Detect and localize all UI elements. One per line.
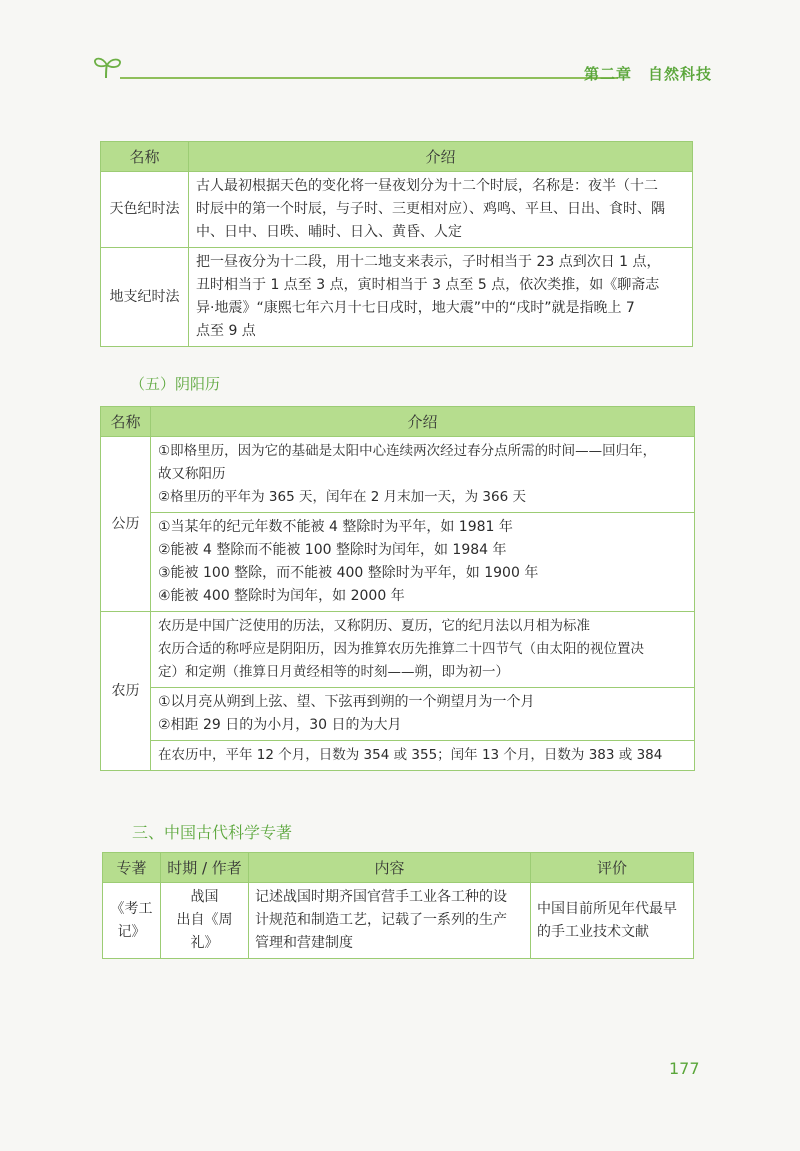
table-row <box>103 883 694 959</box>
text-line: 丑时相当于 1 点至 3 点，寅时相当于 3 点至 5 点，依次类推，如《聊斋志 <box>196 277 660 293</box>
row-name: 地支纪时法 <box>101 248 189 347</box>
text-line: 记》 <box>117 923 146 940</box>
text-line: 故又称阳历 <box>158 466 226 482</box>
text-line: 记述战国时期齐国官营手工业各工种的设 <box>255 889 507 905</box>
nongli-block-1 <box>151 612 695 688</box>
row-intro <box>189 248 693 347</box>
text-line: 定）和定朔（推算日月黄经相等的时刻——朔，即为初一） <box>158 664 509 680</box>
col-header-evaluation: 评价 <box>531 853 694 883</box>
col-header-name: 名称 <box>101 142 189 172</box>
text-line: 战国 <box>190 889 219 905</box>
text-line: 古人最初根据天色的变化将一昼夜划分为十二个时辰，名称是：夜半（十二 <box>196 178 658 194</box>
col-header-period: 时期 / 作者 <box>161 853 249 883</box>
cell-evaluation <box>531 883 694 959</box>
text-line: 把一昼夜分为十二段，用十二地支来表示，子时相当于 23 点到次日 1 点， <box>196 254 661 270</box>
text-line: 的手工业技术文献 <box>537 923 649 940</box>
gongli-block-2 <box>151 513 695 612</box>
text-line: ②格里历的平年为 365 天，闰年在 2 月末加一天，为 366 天 <box>158 489 526 505</box>
page-header <box>92 52 712 92</box>
row-name-nongli: 农历 <box>101 612 151 771</box>
table-header-row <box>103 853 694 883</box>
text-line: ①当某年的纪元年数不能被 4 整除时为平年，如 1981 年 <box>158 519 513 535</box>
cell-book <box>103 883 161 959</box>
science-works-table <box>102 852 694 959</box>
text-line: 计规范和制造工艺，记载了一系列的生产 <box>255 912 507 928</box>
text-line: ①即格里历，因为它的基础是太阳中心连续两次经过春分点所需的时间——回归年， <box>158 443 657 459</box>
header-rule <box>120 77 618 79</box>
table-header-row <box>101 142 693 172</box>
text-line: ①以月亮从朔到上弦、望、下弦再到朔的一个朔望月为一个月 <box>158 694 535 710</box>
text-line: ④能被 400 整除时为闰年，如 2000 年 <box>158 588 405 604</box>
text-line: 中国目前所见年代最早 <box>537 900 677 917</box>
col-header-intro: 介绍 <box>151 407 695 437</box>
text-line: 在农历中，平年 12 个月，日数为 354 或 355；闰年 13 个月，日数为 383 或 384 <box>158 747 663 763</box>
col-header-intro: 介绍 <box>189 142 693 172</box>
row-intro <box>189 172 693 248</box>
cell-period <box>161 883 249 959</box>
text-line: 中、日中、日昳、晡时、日入、黄昏、人定 <box>196 224 462 240</box>
subsection-heading: （五）阴阳历 <box>130 375 221 393</box>
chapter-title: 第二章 自然科技 <box>583 65 712 83</box>
sprout-icon <box>92 52 124 84</box>
table-row <box>101 612 695 688</box>
table-row <box>101 437 695 513</box>
text-line: 异·地震》“康熙七年六月十七日戌时，地大震”中的“戌时”就是指晚上 7 <box>196 300 635 316</box>
col-header-content: 内容 <box>249 853 531 883</box>
text-line: 管理和营建制度 <box>255 935 353 951</box>
text-line: 点至 9 点 <box>196 323 256 339</box>
table-header-row <box>101 407 695 437</box>
text-line: ②相距 29 日的为小月，30 日的为大月 <box>158 717 402 733</box>
calendar-table <box>100 406 695 771</box>
table-row <box>101 741 695 771</box>
text-line: 农历合适的称呼应是阴阳历，因为推算农历先推算二十四节气（由太阳的视位置决 <box>158 641 644 657</box>
page-number: 177 <box>669 1059 700 1078</box>
text-line: 《考工 <box>110 900 153 917</box>
text-line: 时辰中的第一个时辰，与子时、三更相对应）、鸡鸣、平旦、日出、食时、隅 <box>196 201 665 217</box>
text-line: ③能被 100 整除，而不能被 400 整除时为平年，如 1900 年 <box>158 565 539 581</box>
col-header-book: 专著 <box>103 853 161 883</box>
cell-content <box>249 883 531 959</box>
row-name: 天色纪时法 <box>101 172 189 248</box>
text-line: 出自《周礼》 <box>176 912 233 951</box>
nongli-block-3 <box>151 741 695 771</box>
table-row <box>101 172 693 248</box>
section-heading: 三、中国古代科学专著 <box>132 823 293 842</box>
nongli-block-2 <box>151 688 695 741</box>
gongli-block-1 <box>151 437 695 513</box>
table-row <box>101 513 695 612</box>
table-row <box>101 688 695 741</box>
text-line: 农历是中国广泛使用的历法，又称阴历、夏历，它的纪月法以月相为标准 <box>158 618 590 634</box>
table-row <box>101 248 693 347</box>
time-methods-table <box>100 141 693 347</box>
text-line: ②能被 4 整除而不能被 100 整除时为闰年，如 1984 年 <box>158 542 507 558</box>
col-header-name: 名称 <box>101 407 151 437</box>
row-name-gongli: 公历 <box>101 437 151 612</box>
